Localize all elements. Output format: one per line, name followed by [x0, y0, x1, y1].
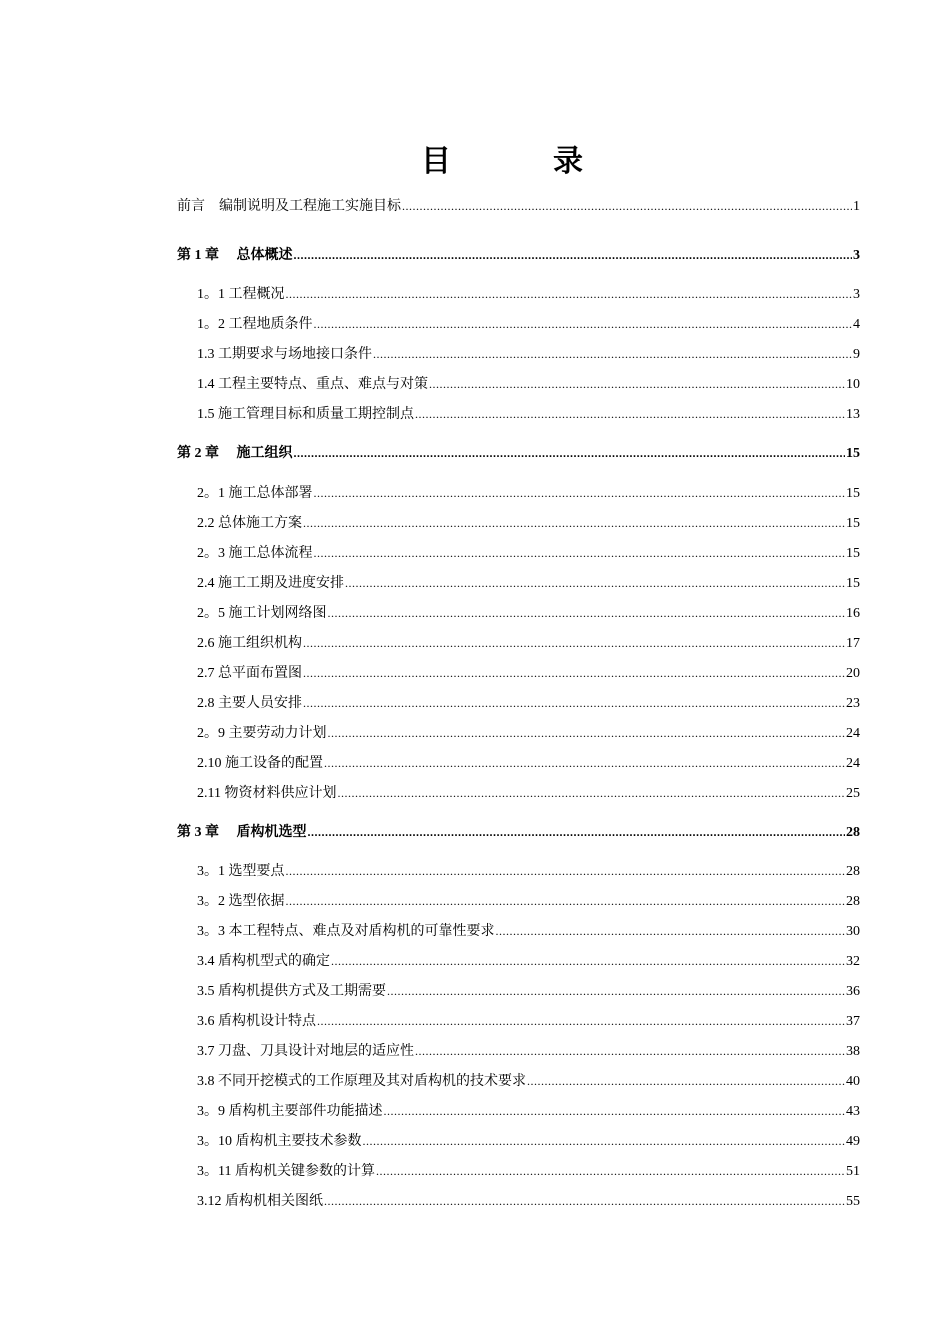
leader-dots [496, 921, 846, 939]
toc-page-number: 32 [846, 954, 860, 969]
toc-label: 3。3 本工程特点、难点及对盾构机的可靠性要求 [197, 924, 495, 939]
toc-entry[interactable] [197, 1101, 860, 1122]
leader-dots [328, 603, 846, 621]
leader-dots [317, 1011, 845, 1029]
toc-entry[interactable] [177, 443, 860, 464]
toc-page-number: 3 [853, 287, 860, 302]
toc-label: 2.6 施工组织机构 [197, 636, 302, 651]
toc-page-number: 15 [846, 516, 860, 531]
toc-entry[interactable] [197, 483, 860, 504]
toc-entry[interactable] [197, 921, 860, 942]
toc-label: 3。2 选型依据 [197, 894, 285, 909]
leader-dots [294, 443, 846, 461]
toc-page-number: 49 [846, 1134, 860, 1149]
toc-page-number: 28 [846, 825, 860, 840]
toc-entry[interactable] [197, 513, 860, 534]
toc-page-number: 20 [846, 666, 860, 681]
toc-label: 2。3 施工总体流程 [197, 546, 313, 561]
leader-dots [376, 1161, 845, 1179]
toc-entry[interactable] [177, 245, 860, 266]
toc-page-number: 1 [853, 199, 860, 214]
toc-label: 3.6 盾构机设计特点 [197, 1014, 316, 1029]
toc-entry[interactable] [177, 822, 860, 843]
toc-label: 3.4 盾构机型式的确定 [197, 954, 330, 969]
toc-label: 1.4 工程主要特点、重点、难点与对策 [197, 377, 428, 392]
leader-dots [324, 1191, 845, 1209]
leader-dots [328, 723, 846, 741]
leader-dots [415, 1041, 845, 1059]
toc-page-number: 36 [846, 984, 860, 999]
toc-page-number: 24 [846, 726, 860, 741]
leader-dots [363, 1131, 846, 1149]
leader-dots [303, 513, 845, 531]
leader-dots [527, 1071, 845, 1089]
toc-label: 1。2 工程地质条件 [197, 317, 313, 332]
toc-entry[interactable] [197, 783, 860, 804]
toc-page-number: 55 [846, 1194, 860, 1209]
toc-entry[interactable] [197, 663, 860, 684]
toc-page-number: 25 [846, 786, 860, 801]
leader-dots [303, 663, 845, 681]
leader-dots [286, 861, 846, 879]
toc-entry[interactable] [197, 693, 860, 714]
toc-page-number: 30 [846, 924, 860, 939]
toc-label: 3。10 盾构机主要技术参数 [197, 1134, 362, 1149]
toc-label: 3.12 盾构机相关图纸 [197, 1194, 323, 1209]
toc-label: 2。1 施工总体部署 [197, 486, 313, 501]
toc-entry[interactable] [197, 1071, 860, 1092]
toc-label: 3。9 盾构机主要部件功能描述 [197, 1104, 383, 1119]
toc-entry[interactable] [197, 1041, 860, 1062]
toc-page-number: 15 [846, 576, 860, 591]
toc-page-number: 13 [846, 407, 860, 422]
page-title: 目 录 [421, 144, 619, 179]
toc-label: 2。9 主要劳动力计划 [197, 726, 327, 741]
toc-page-number: 10 [846, 377, 860, 392]
toc-label: 2.2 总体施工方案 [197, 516, 302, 531]
toc-entry[interactable] [197, 543, 860, 564]
toc-entry[interactable] [197, 1011, 860, 1032]
leader-dots [345, 573, 845, 591]
toc-label: 第 3 章 盾构机选型 [177, 825, 307, 840]
toc-label: 1。1 工程概况 [197, 287, 285, 302]
leader-dots [286, 284, 853, 302]
toc-page-number: 28 [846, 864, 860, 879]
toc-page-number: 15 [846, 486, 860, 501]
toc-entry[interactable] [197, 344, 860, 365]
toc-entry[interactable] [197, 1131, 860, 1152]
toc-entry[interactable] [197, 1161, 860, 1182]
toc-entry[interactable] [197, 861, 860, 882]
toc-entry[interactable] [197, 891, 860, 912]
toc-entry[interactable] [197, 284, 860, 305]
leader-dots [324, 753, 845, 771]
toc-page-number: 4 [853, 317, 860, 332]
leader-dots [402, 196, 852, 214]
toc-entry[interactable] [197, 404, 860, 425]
toc-label: 第 2 章 施工组织 [177, 446, 293, 461]
toc-page-number: 28 [846, 894, 860, 909]
toc-entry[interactable] [197, 374, 860, 395]
leader-dots [286, 891, 846, 909]
leader-dots [303, 693, 845, 711]
toc-label: 1.3 工期要求与场地接口条件 [197, 347, 372, 362]
leader-dots [314, 483, 846, 501]
toc-page-number: 17 [846, 636, 860, 651]
leader-dots [429, 374, 845, 392]
toc-page-number: 37 [846, 1014, 860, 1029]
toc-page-number: 43 [846, 1104, 860, 1119]
toc-page-number: 38 [846, 1044, 860, 1059]
toc-page-number: 51 [846, 1164, 860, 1179]
toc-entry[interactable] [197, 951, 860, 972]
leader-dots [415, 404, 845, 422]
toc-page-number: 40 [846, 1074, 860, 1089]
toc-entry[interactable] [197, 603, 860, 624]
toc-page-number: 15 [846, 446, 860, 461]
toc-label: 3。11 盾构机关键参数的计算 [197, 1164, 375, 1179]
toc-label: 1.5 施工管理目标和质量工期控制点 [197, 407, 414, 422]
toc-entry[interactable] [197, 633, 860, 654]
toc-entry[interactable] [197, 753, 860, 774]
toc-entry[interactable] [197, 573, 860, 594]
leader-dots [373, 344, 852, 362]
toc-label: 3。1 选型要点 [197, 864, 285, 879]
toc-page-number: 3 [853, 248, 860, 263]
leader-dots [294, 245, 853, 263]
toc-label: 2.10 施工设备的配置 [197, 756, 323, 771]
toc-page-number: 16 [846, 606, 860, 621]
leader-dots [387, 981, 845, 999]
leader-dots [314, 543, 846, 561]
toc-entry[interactable] [197, 981, 860, 1002]
toc-entry[interactable] [197, 723, 860, 744]
toc-page-number: 24 [846, 756, 860, 771]
toc-page-number: 15 [846, 546, 860, 561]
leader-dots [303, 633, 845, 651]
toc-label: 2。5 施工计划网络图 [197, 606, 327, 621]
leader-dots [314, 314, 853, 332]
leader-dots [384, 1101, 846, 1119]
leader-dots [308, 822, 846, 840]
toc-entry[interactable] [197, 1191, 860, 1212]
toc-label: 前言 编制说明及工程施工实施目标 [177, 199, 401, 214]
toc-label: 3.5 盾构机提供方式及工期需要 [197, 984, 386, 999]
toc-entry[interactable] [197, 314, 860, 335]
toc-label: 第 1 章 总体概述 [177, 248, 293, 263]
toc-label: 2.8 主要人员安排 [197, 696, 302, 711]
toc-entry[interactable] [177, 196, 860, 217]
toc-label: 3.7 刀盘、刀具设计对地层的适应性 [197, 1044, 414, 1059]
toc-page-number: 9 [853, 347, 860, 362]
toc-page-number: 23 [846, 696, 860, 711]
leader-dots [337, 783, 845, 801]
toc-label: 2.4 施工工期及进度安排 [197, 576, 344, 591]
toc-label: 2.7 总平面布置图 [197, 666, 302, 681]
toc-label: 2.11 物资材料供应计划 [197, 786, 337, 801]
toc-label: 3.8 不同开挖模式的工作原理及其对盾构机的技术要求 [197, 1074, 526, 1089]
leader-dots [331, 951, 845, 969]
